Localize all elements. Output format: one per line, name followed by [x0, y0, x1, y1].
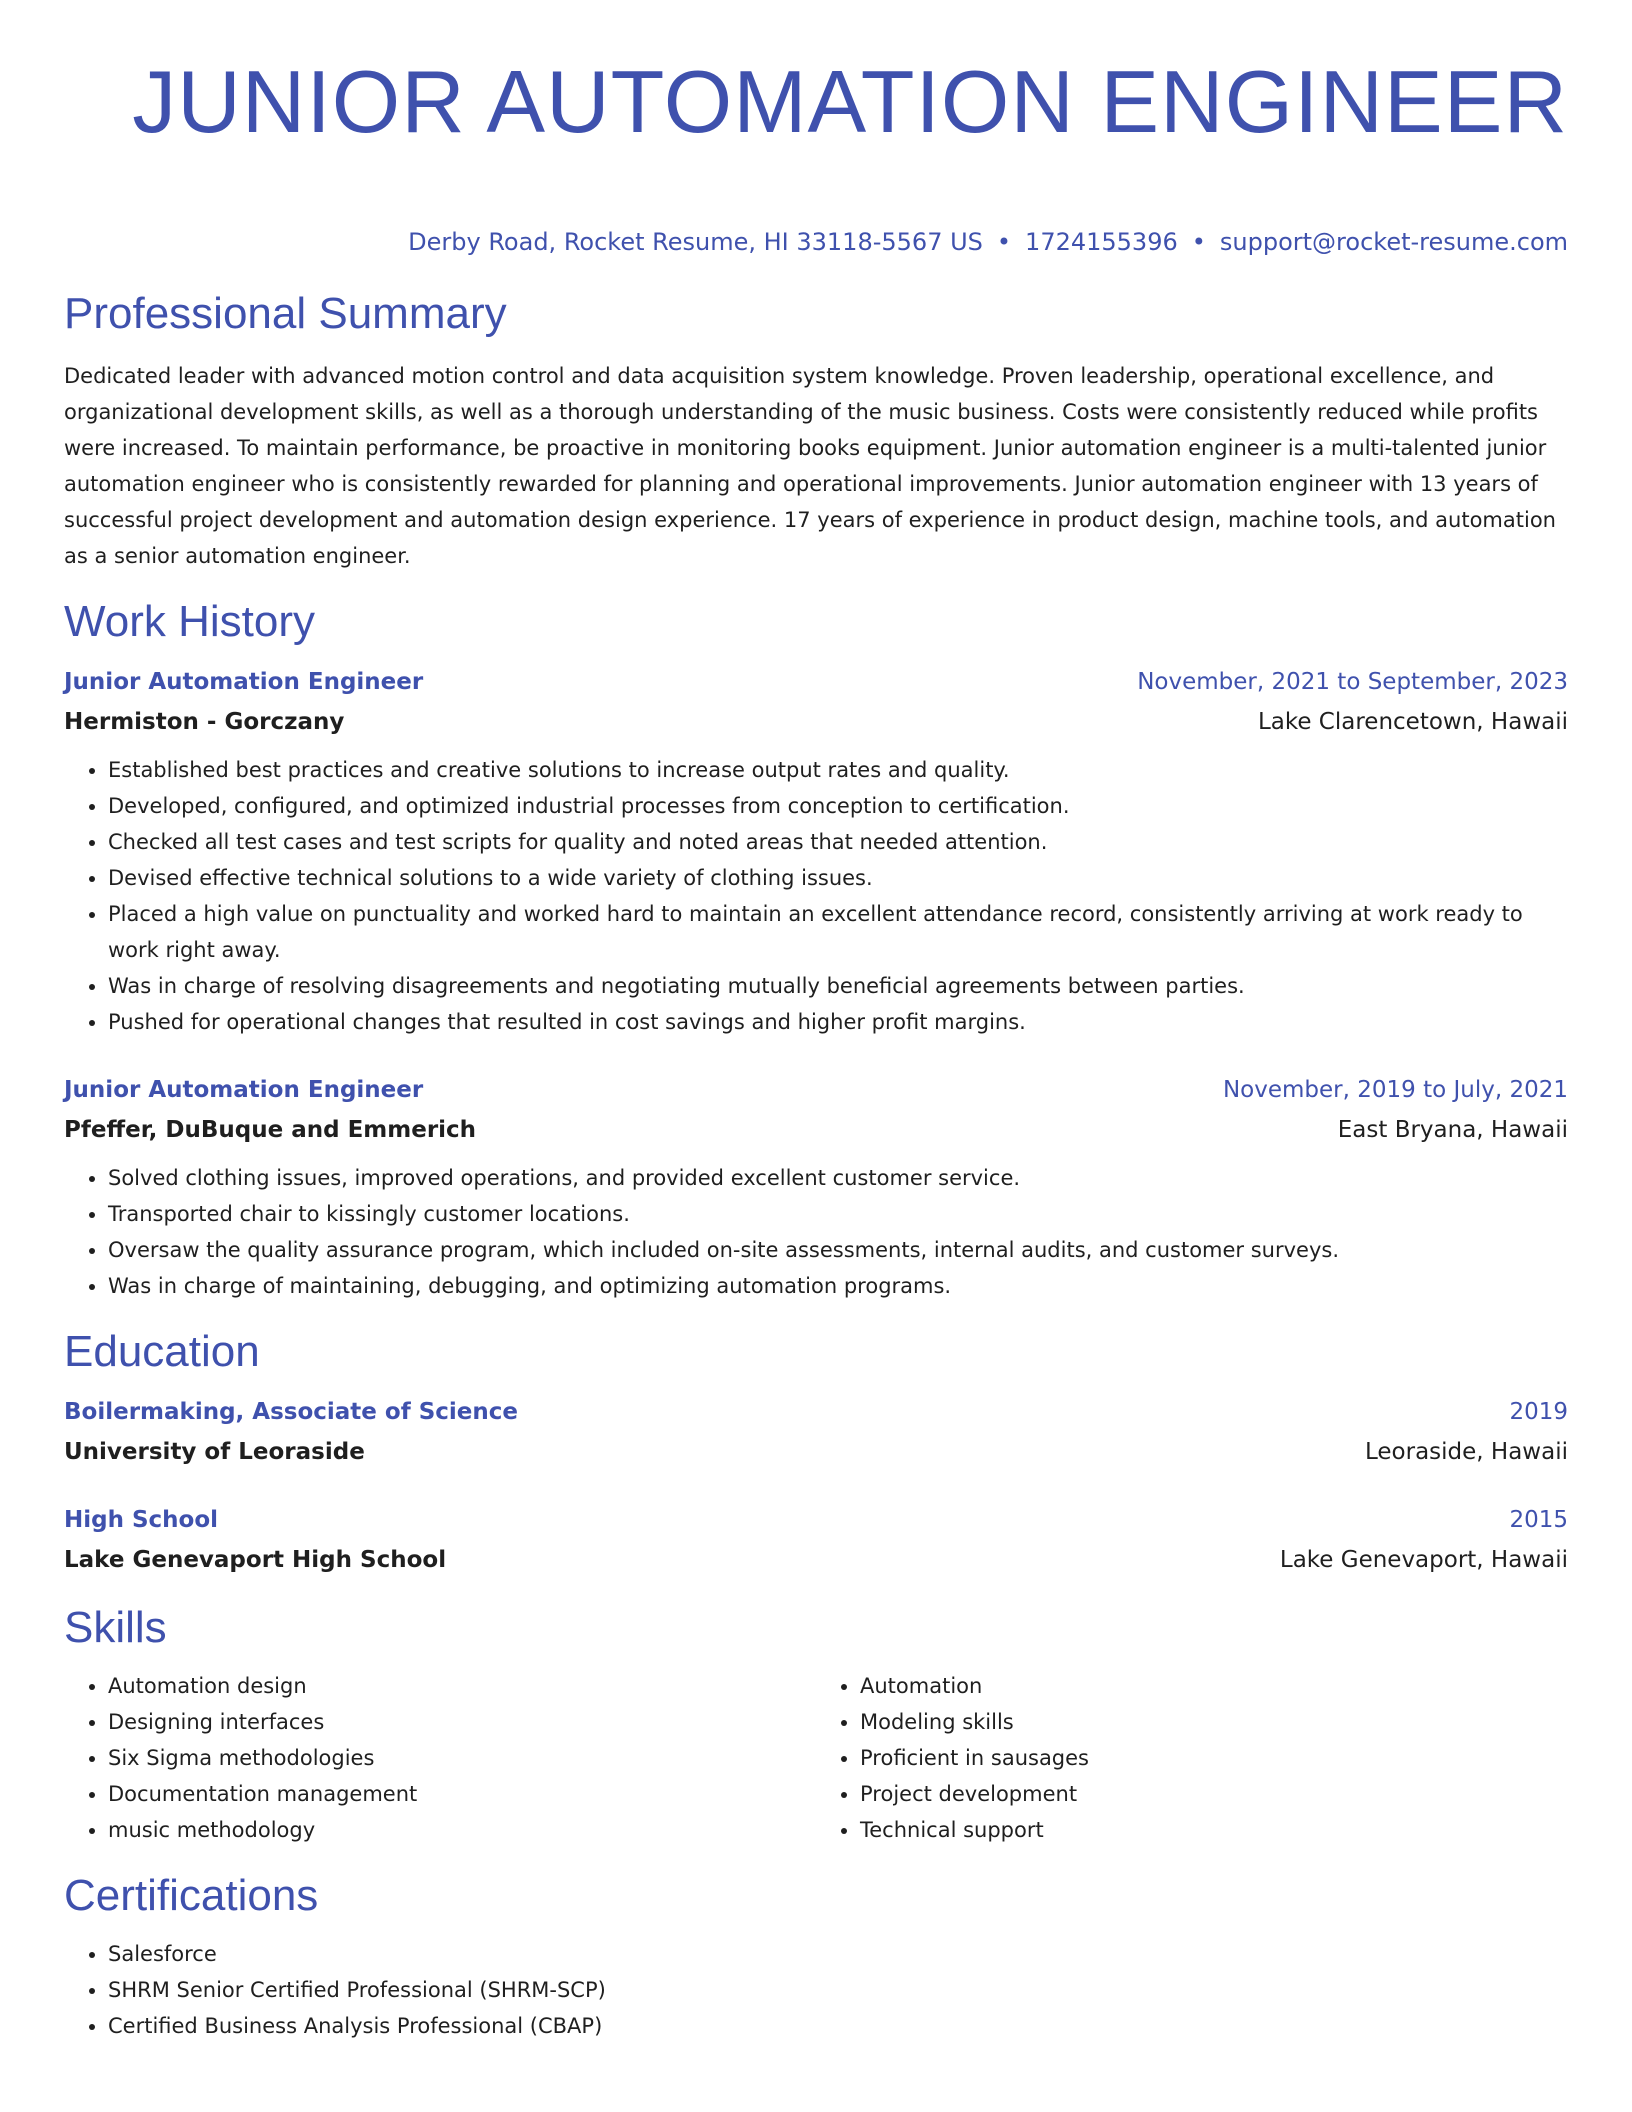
skill-item: • Six Sigma methodologies	[108, 1740, 816, 1776]
education-school-row	[64, 1540, 1568, 1580]
work-history-heading: Work History	[64, 597, 315, 646]
contact-address: Derby Road, Rocket Resume, HI 33118-5567 US	[408, 228, 983, 256]
job-bullet: • Devised effective technical solutions to a wide variety of clothing issues.	[108, 860, 1568, 896]
job-bullet: • Transported chair to kissingly customer locations.	[108, 1196, 1568, 1232]
job-company-row	[64, 1110, 1568, 1150]
education-location: Lake Genevaport, Hawaii	[1279, 1547, 1568, 1573]
job-bullet: • Checked all test cases and test scripts for quality and noted areas that needed attention.	[108, 824, 1568, 860]
job-company: Pfeffer, DuBuque and Emmerich	[64, 1117, 477, 1143]
education-year: 2015	[1509, 1507, 1568, 1533]
education-school: Lake Genevaport High School	[64, 1547, 447, 1573]
skill-item: • Technical support	[860, 1812, 1568, 1848]
skill-item: • Designing interfaces	[108, 1704, 816, 1740]
education-degree: High School	[64, 1507, 219, 1533]
contact-phone: 1724155396	[1025, 228, 1178, 256]
education-header-row	[64, 1500, 1568, 1540]
job-entry	[64, 1070, 1568, 1304]
education-location: Leoraside, Hawaii	[1364, 1439, 1568, 1465]
summary-heading: Professional Summary	[64, 289, 507, 338]
job-location: Lake Clarencetown, Hawaii	[1257, 709, 1568, 735]
certification-item: • Salesforce	[108, 1936, 1568, 1972]
education-year: 2019	[1509, 1399, 1568, 1425]
job-dates: November, 2019 to July, 2021	[1222, 1077, 1568, 1103]
job-entry	[64, 662, 1568, 1040]
education-header-row	[64, 1392, 1568, 1432]
skill-item: • Automation design	[108, 1668, 816, 1704]
job-header-row	[64, 1070, 1568, 1110]
education-entry	[64, 1392, 1568, 1472]
job-bullet: • Established best practices and creative solutions to increase output rates and quality.	[108, 752, 1568, 788]
education-school: University of Leoraside	[64, 1439, 365, 1465]
job-role: Junior Automation Engineer	[64, 1077, 424, 1103]
skills-heading: Skills	[64, 1603, 167, 1652]
education-school-row	[64, 1432, 1568, 1472]
certifications-heading: Certifications	[64, 1871, 319, 1920]
resume-title: JUNIOR AUTOMATION ENGINEER	[132, 52, 1568, 151]
skills-list	[64, 1668, 1568, 1848]
skills-column-right	[816, 1668, 1568, 1848]
contact-separator: •	[996, 228, 1012, 256]
job-role: Junior Automation Engineer	[64, 669, 424, 695]
job-bullets	[64, 752, 1568, 1040]
contact-line	[64, 226, 1568, 258]
job-bullet: • Placed a high value on punctuality and worked hard to maintain an excellent attendance record, consistently arriving at work ready to work right away.	[108, 896, 1568, 968]
skills-column-left	[64, 1668, 816, 1848]
skill-item: • Documentation management	[108, 1776, 816, 1812]
job-company-row	[64, 702, 1568, 742]
job-bullet: • Developed, configured, and optimized industrial processes from conception to certification.	[108, 788, 1568, 824]
job-company: Hermiston - Gorczany	[64, 709, 345, 735]
certification-item: • Certified Business Analysis Professional (CBAP)	[108, 2008, 1568, 2044]
job-dates: November, 2021 to September, 2023	[1137, 669, 1568, 695]
education-degree: Boilermaking, Associate of Science	[64, 1399, 519, 1425]
job-bullets	[64, 1160, 1568, 1304]
certification-item: • SHRM Senior Certified Professional (SHRM-SCP)	[108, 1972, 1568, 2008]
skill-item: • Project development	[860, 1776, 1568, 1812]
skill-item: • Automation	[860, 1668, 1568, 1704]
job-bullet: • Oversaw the quality assurance program, which included on-site assessments, internal audits, and customer surveys.	[108, 1232, 1568, 1268]
job-bullet: • Was in charge of maintaining, debugging, and optimizing automation programs.	[108, 1268, 1568, 1304]
job-bullet: • Pushed for operational changes that resulted in cost savings and higher profit margins.	[108, 1004, 1568, 1040]
contact-email: support@rocket-resume.com	[1219, 228, 1568, 256]
job-location: East Bryana, Hawaii	[1337, 1117, 1568, 1143]
skill-item: • music methodology	[108, 1812, 816, 1848]
skill-item: • Proficient in sausages	[860, 1740, 1568, 1776]
job-bullet: • Solved clothing issues, improved operations, and provided excellent customer service.	[108, 1160, 1568, 1196]
skill-item: • Modeling skills	[860, 1704, 1568, 1740]
job-bullet: • Was in charge of resolving disagreements and negotiating mutually beneficial agreements between parties.	[108, 968, 1568, 1004]
contact-separator: •	[1191, 228, 1206, 256]
education-entry	[64, 1500, 1568, 1580]
certifications-list	[64, 1936, 1568, 2044]
summary-text: Dedicated leader with advanced motion control and data acquisition system knowledge. Proven leadership, operational excellence, and organizational development skills, as well as a thorough understanding of the music business. Costs were consistently reduced while profits were increased. To maintain performance, be proactive in monitoring books equipment. Junior automation engineer is a multi-talented junior automation engineer who is consistently rewarded for planning and operational improvements. Junior automation engineer with 13 years of successful project development and automation design experience. 17 years of experience in product design, machine tools, and automation as a senior automation engineer.	[64, 364, 1556, 568]
education-heading: Education	[64, 1327, 260, 1376]
job-header-row	[64, 662, 1568, 702]
